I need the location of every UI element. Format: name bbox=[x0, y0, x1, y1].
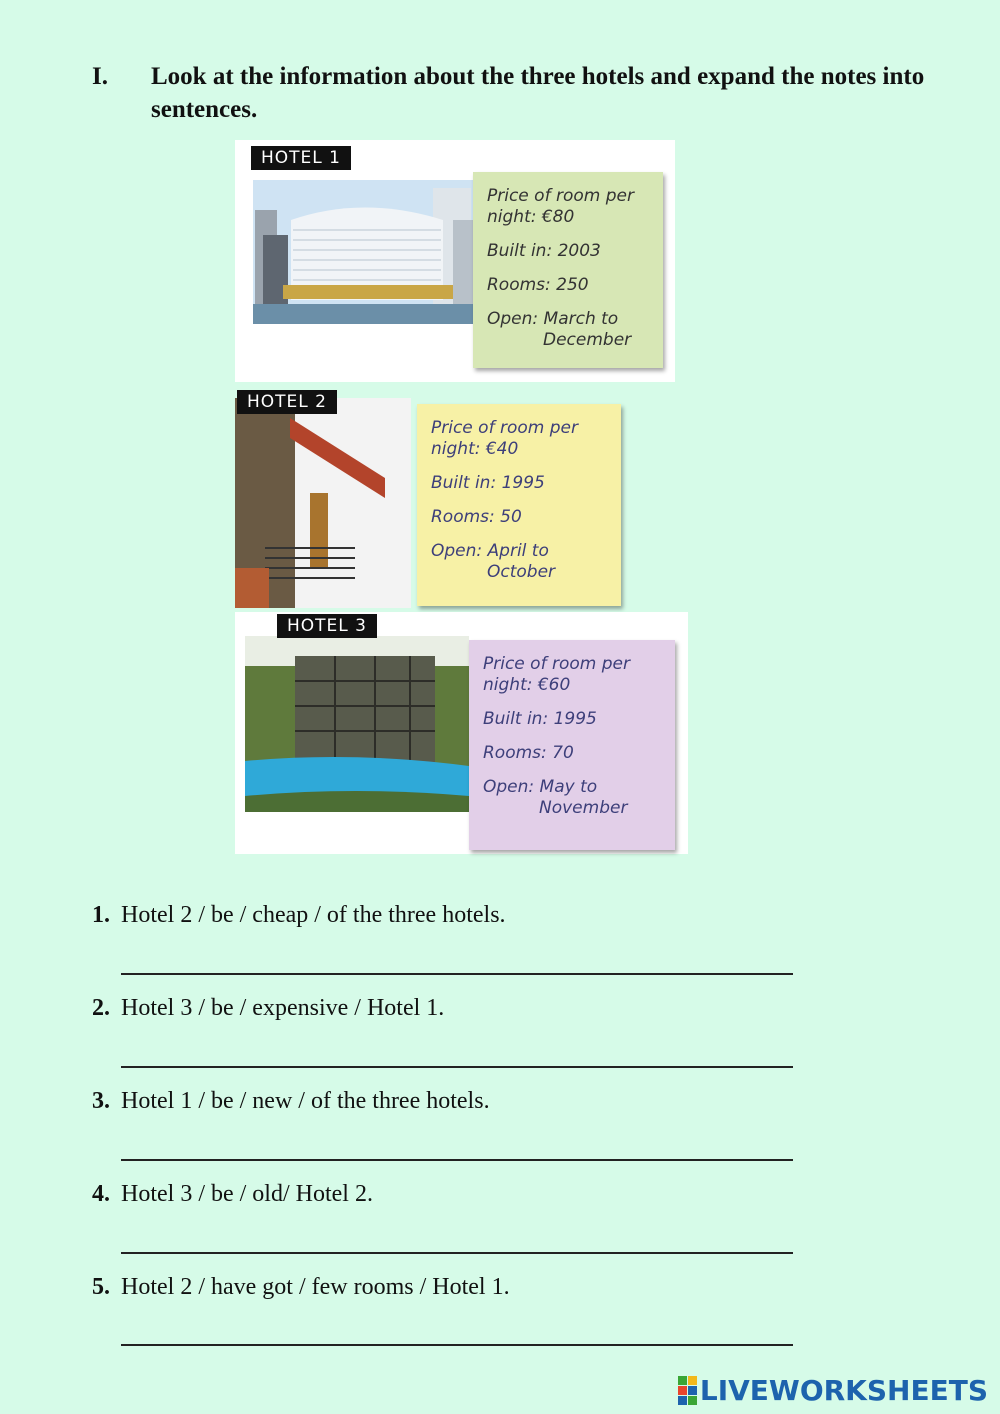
question-number: 5. bbox=[92, 1274, 110, 1300]
hotel-2-card bbox=[235, 382, 625, 612]
hotel-3-note bbox=[469, 640, 675, 850]
hotel-3-open: Open: May to bbox=[483, 777, 598, 797]
hotel-3-open-end: November bbox=[539, 798, 628, 818]
hotel-2-photo bbox=[235, 398, 411, 608]
hotel-2-built: Built in: 1995 bbox=[431, 473, 545, 493]
answer-line-1[interactable] bbox=[121, 973, 793, 975]
hotel-3-price: Price of room per night: €60 bbox=[483, 654, 630, 695]
hotel-1-card bbox=[235, 140, 675, 382]
hotel-2-open-end: October bbox=[487, 562, 556, 582]
hotel-1-note bbox=[473, 172, 663, 368]
hotel-3-photo bbox=[245, 636, 469, 812]
question-text: Hotel 3 / be / expensive / Hotel 1. bbox=[121, 995, 445, 1021]
hotel-1-price: Price of room per night: €80 bbox=[487, 186, 634, 227]
hotel-2-price: Price of room per night: €40 bbox=[431, 418, 578, 459]
hotel-2-open: Open: April to bbox=[431, 541, 549, 561]
question-text: Hotel 2 / be / cheap / of the three hotels. bbox=[121, 902, 506, 928]
answer-line-2[interactable] bbox=[121, 1066, 793, 1068]
question-number: 1. bbox=[92, 902, 110, 928]
question-text: Hotel 2 / have got / few rooms / Hotel 1. bbox=[121, 1274, 510, 1300]
hotel-1-photo bbox=[253, 180, 483, 324]
instruction-text: Look at the information about the three hotels and expand the notes into sentences. bbox=[151, 63, 925, 123]
question-text: Hotel 1 / be / new / of the three hotels. bbox=[121, 1088, 490, 1114]
hotel-1-built: Built in: 2003 bbox=[487, 241, 601, 261]
hotel-3-card bbox=[235, 612, 688, 854]
answer-line-3[interactable] bbox=[121, 1159, 793, 1161]
hotel-3-label: HOTEL 3 bbox=[277, 614, 377, 638]
answer-line-5[interactable] bbox=[121, 1344, 793, 1346]
question-number: 3. bbox=[92, 1088, 110, 1114]
hotel-2-label: HOTEL 2 bbox=[237, 390, 337, 414]
answer-line-4[interactable] bbox=[121, 1252, 793, 1254]
hotel-1-open: Open: March to bbox=[487, 309, 619, 329]
question-text: Hotel 3 / be / old/ Hotel 2. bbox=[121, 1181, 373, 1207]
hotel-info-image bbox=[235, 140, 688, 854]
hotel-1-label: HOTEL 1 bbox=[251, 146, 351, 170]
hotel-1-open-end: December bbox=[543, 330, 632, 350]
hotel-3-built: Built in: 1995 bbox=[483, 709, 597, 729]
logo-text: LIVEWORKSHEETS bbox=[699, 1373, 988, 1407]
hotel-3-rooms: Rooms: 70 bbox=[483, 743, 574, 763]
instruction-number: I. bbox=[92, 63, 108, 90]
question-number: 4. bbox=[92, 1181, 110, 1207]
question-number: 2. bbox=[92, 995, 110, 1021]
liveworksheets-logo bbox=[678, 1374, 988, 1406]
hotel-2-rooms: Rooms: 50 bbox=[431, 507, 522, 527]
logo-mark-icon bbox=[678, 1376, 697, 1405]
hotel-1-rooms: Rooms: 250 bbox=[487, 275, 589, 295]
hotel-2-note bbox=[417, 404, 621, 606]
